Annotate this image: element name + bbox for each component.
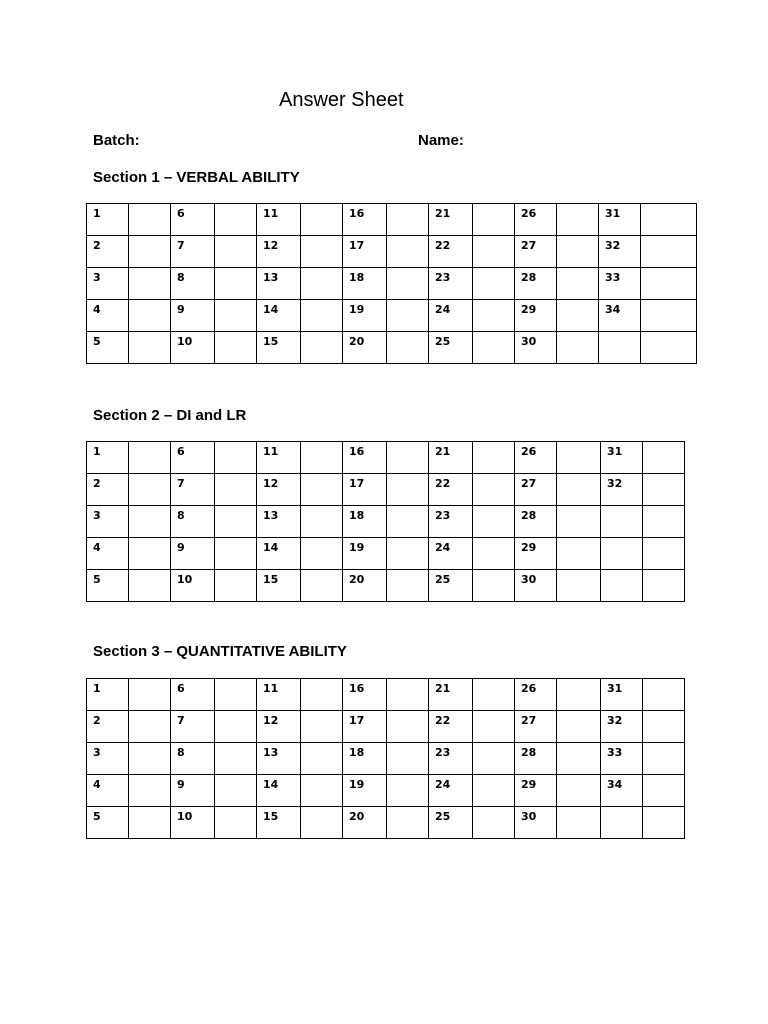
section-2-heading: Section 2 – DI and LR [93,407,247,424]
answer-cell[interactable] [301,236,343,268]
question-number: 25 [429,807,473,839]
question-number: 18 [343,743,387,775]
answer-cell[interactable] [557,679,601,711]
question-number: 28 [515,743,557,775]
question-number: 4 [87,300,129,332]
answer-cell[interactable] [301,570,343,602]
question-number: 16 [343,679,387,711]
answer-cell[interactable] [643,442,685,474]
question-number: 23 [429,268,473,300]
answer-cell[interactable] [215,268,257,300]
answer-cell[interactable] [301,300,343,332]
answer-cell[interactable] [129,300,171,332]
answer-cell[interactable] [301,807,343,839]
answer-cell[interactable] [641,204,697,236]
answer-cell[interactable] [215,743,257,775]
answer-cell[interactable] [387,442,429,474]
answer-cell[interactable] [301,775,343,807]
question-number: 30 [515,570,557,602]
answer-cell[interactable] [473,506,515,538]
question-number: 24 [429,300,473,332]
question-number: 14 [257,775,301,807]
question-number: 22 [429,474,473,506]
answer-cell[interactable] [129,570,171,602]
answer-cell[interactable] [643,743,685,775]
question-number: 12 [257,711,301,743]
question-number: 9 [171,775,215,807]
answer-cell[interactable] [129,538,171,570]
answer-cell[interactable] [557,300,599,332]
answer-cell[interactable] [473,711,515,743]
question-number: 26 [515,204,557,236]
question-number: 33 [601,743,643,775]
question-number: 29 [515,300,557,332]
question-number: 33 [599,268,641,300]
answer-cell[interactable] [641,236,697,268]
question-number: 9 [171,538,215,570]
question-number: 8 [171,506,215,538]
answer-cell[interactable] [129,204,171,236]
answer-cell[interactable] [387,300,429,332]
answer-cell[interactable] [473,474,515,506]
question-number: 6 [171,679,215,711]
answer-cell[interactable] [129,679,171,711]
answer-cell[interactable] [129,743,171,775]
question-number: 18 [343,506,387,538]
answer-cell[interactable] [557,743,601,775]
question-number: 13 [257,506,301,538]
question-number: 12 [257,236,301,268]
question-number [599,332,641,364]
answer-cell[interactable] [215,442,257,474]
question-number: 31 [601,442,643,474]
answer-cell[interactable] [557,506,601,538]
question-number: 15 [257,332,301,364]
question-number: 20 [343,807,387,839]
answer-cell[interactable] [215,236,257,268]
answer-cell[interactable] [557,570,601,602]
question-number: 31 [601,679,643,711]
question-number: 8 [171,268,215,300]
question-number: 6 [171,204,215,236]
answer-cell[interactable] [643,711,685,743]
answer-cell[interactable] [473,775,515,807]
question-number: 34 [601,775,643,807]
answer-cell[interactable] [473,743,515,775]
grid-row [87,332,697,364]
answer-cell[interactable] [301,679,343,711]
answer-cell[interactable] [301,332,343,364]
question-number: 27 [515,236,557,268]
question-number: 25 [429,570,473,602]
answer-cell[interactable] [557,711,601,743]
answer-cell[interactable] [387,236,429,268]
question-number: 19 [343,300,387,332]
question-number: 3 [87,743,129,775]
question-number: 2 [87,711,129,743]
answer-cell[interactable] [129,506,171,538]
question-number: 28 [515,506,557,538]
grid-row [87,775,685,807]
question-number: 22 [429,711,473,743]
question-number: 17 [343,711,387,743]
answer-cell[interactable] [129,775,171,807]
section-2-answer-grid [86,441,685,602]
page-title: Answer Sheet [279,89,404,111]
grid-row [87,538,685,570]
answer-cell[interactable] [387,332,429,364]
question-number: 18 [343,268,387,300]
answer-cell[interactable] [129,807,171,839]
question-number: 11 [257,679,301,711]
question-number: 15 [257,807,301,839]
answer-cell[interactable] [387,743,429,775]
question-number [601,538,643,570]
answer-cell[interactable] [301,711,343,743]
answer-cell[interactable] [473,807,515,839]
grid-row [87,679,685,711]
name-label: Name: [418,132,464,149]
question-number: 3 [87,506,129,538]
answer-cell[interactable] [387,570,429,602]
grid-row [87,807,685,839]
grid-row [87,474,685,506]
question-number: 7 [171,474,215,506]
question-number: 20 [343,332,387,364]
question-number: 21 [429,204,473,236]
answer-cell[interactable] [129,332,171,364]
question-number: 13 [257,743,301,775]
answer-cell[interactable] [301,743,343,775]
answer-cell[interactable] [473,538,515,570]
answer-cell[interactable] [643,506,685,538]
answer-cell[interactable] [129,236,171,268]
question-number: 27 [515,711,557,743]
answer-cell[interactable] [557,807,601,839]
answer-cell[interactable] [387,204,429,236]
question-number: 4 [87,775,129,807]
question-number: 29 [515,775,557,807]
answer-cell[interactable] [557,268,599,300]
question-number: 7 [171,236,215,268]
question-number: 5 [87,332,129,364]
grid-row [87,743,685,775]
question-number [601,570,643,602]
answer-cell[interactable] [643,775,685,807]
grid-row [87,204,697,236]
grid-row [87,236,697,268]
question-number: 19 [343,538,387,570]
question-number: 21 [429,679,473,711]
answer-cell[interactable] [557,775,601,807]
question-number: 4 [87,538,129,570]
answer-cell[interactable] [641,300,697,332]
answer-cell[interactable] [215,300,257,332]
answer-cell[interactable] [301,204,343,236]
section-3-heading: Section 3 – QUANTITATIVE ABILITY [93,643,347,660]
question-number: 23 [429,743,473,775]
question-number: 16 [343,204,387,236]
answer-cell[interactable] [643,474,685,506]
grid-row [87,300,697,332]
answer-cell[interactable] [641,268,697,300]
answer-cell[interactable] [641,332,697,364]
grid-row [87,268,697,300]
answer-cell[interactable] [215,474,257,506]
question-number: 14 [257,300,301,332]
answer-cell[interactable] [387,506,429,538]
answer-cell[interactable] [557,538,601,570]
question-number: 10 [171,807,215,839]
grid-row [87,506,685,538]
question-number [601,506,643,538]
answer-cell[interactable] [557,204,599,236]
question-number: 1 [87,204,129,236]
answer-cell[interactable] [387,268,429,300]
answer-cell[interactable] [215,204,257,236]
question-number: 5 [87,570,129,602]
question-number [601,807,643,839]
answer-cell[interactable] [473,332,515,364]
answer-cell[interactable] [387,775,429,807]
answer-cell[interactable] [215,807,257,839]
question-number: 32 [601,711,643,743]
question-number: 13 [257,268,301,300]
section-1-answer-grid [86,203,697,364]
answer-cell[interactable] [473,204,515,236]
question-number: 14 [257,538,301,570]
grid-row [87,711,685,743]
answer-cell[interactable] [643,570,685,602]
question-number: 16 [343,442,387,474]
question-number: 29 [515,538,557,570]
question-number: 32 [599,236,641,268]
question-number: 31 [599,204,641,236]
section-1-heading: Section 1 – VERBAL ABILITY [93,169,300,186]
question-number: 27 [515,474,557,506]
answer-cell[interactable] [557,442,601,474]
question-number: 32 [601,474,643,506]
question-number: 30 [515,332,557,364]
answer-cell[interactable] [473,570,515,602]
batch-label: Batch: [93,132,140,149]
answer-cell[interactable] [215,775,257,807]
question-number: 23 [429,506,473,538]
answer-cell[interactable] [557,236,599,268]
question-number: 10 [171,570,215,602]
question-number: 15 [257,570,301,602]
answer-cell[interactable] [387,474,429,506]
question-number: 1 [87,679,129,711]
answer-cell[interactable] [643,679,685,711]
question-number: 21 [429,442,473,474]
answer-cell[interactable] [473,300,515,332]
question-number: 11 [257,204,301,236]
answer-cell[interactable] [643,807,685,839]
question-number: 20 [343,570,387,602]
grid-row [87,570,685,602]
question-number: 25 [429,332,473,364]
answer-cell[interactable] [301,268,343,300]
question-number: 17 [343,236,387,268]
grid-row [87,442,685,474]
answer-cell[interactable] [387,679,429,711]
question-number: 7 [171,711,215,743]
question-number: 6 [171,442,215,474]
answer-cell[interactable] [643,538,685,570]
answer-cell[interactable] [215,506,257,538]
answer-cell[interactable] [215,570,257,602]
answer-cell[interactable] [473,236,515,268]
answer-cell[interactable] [473,679,515,711]
answer-cell[interactable] [215,332,257,364]
answer-cell[interactable] [301,538,343,570]
answer-cell[interactable] [215,711,257,743]
question-number: 30 [515,807,557,839]
question-number: 12 [257,474,301,506]
answer-cell[interactable] [387,711,429,743]
question-number: 17 [343,474,387,506]
question-number: 28 [515,268,557,300]
answer-cell[interactable] [301,474,343,506]
answer-cell[interactable] [301,506,343,538]
answer-cell[interactable] [129,268,171,300]
section-3-answer-grid [86,678,685,839]
question-number: 34 [599,300,641,332]
question-number: 10 [171,332,215,364]
question-number: 19 [343,775,387,807]
question-number: 8 [171,743,215,775]
answer-cell[interactable] [557,332,599,364]
question-number: 24 [429,538,473,570]
question-number: 3 [87,268,129,300]
answer-cell[interactable] [387,807,429,839]
answer-cell[interactable] [215,538,257,570]
question-number: 5 [87,807,129,839]
question-number: 26 [515,442,557,474]
answer-cell[interactable] [301,442,343,474]
answer-cell[interactable] [473,442,515,474]
question-number: 24 [429,775,473,807]
answer-cell[interactable] [129,442,171,474]
question-number: 9 [171,300,215,332]
question-number: 2 [87,474,129,506]
question-number: 22 [429,236,473,268]
answer-cell[interactable] [129,711,171,743]
question-number: 11 [257,442,301,474]
answer-cell[interactable] [473,268,515,300]
answer-cell[interactable] [387,538,429,570]
answer-cell[interactable] [129,474,171,506]
answer-cell[interactable] [215,679,257,711]
answer-cell[interactable] [557,474,601,506]
question-number: 2 [87,236,129,268]
question-number: 26 [515,679,557,711]
question-number: 1 [87,442,129,474]
